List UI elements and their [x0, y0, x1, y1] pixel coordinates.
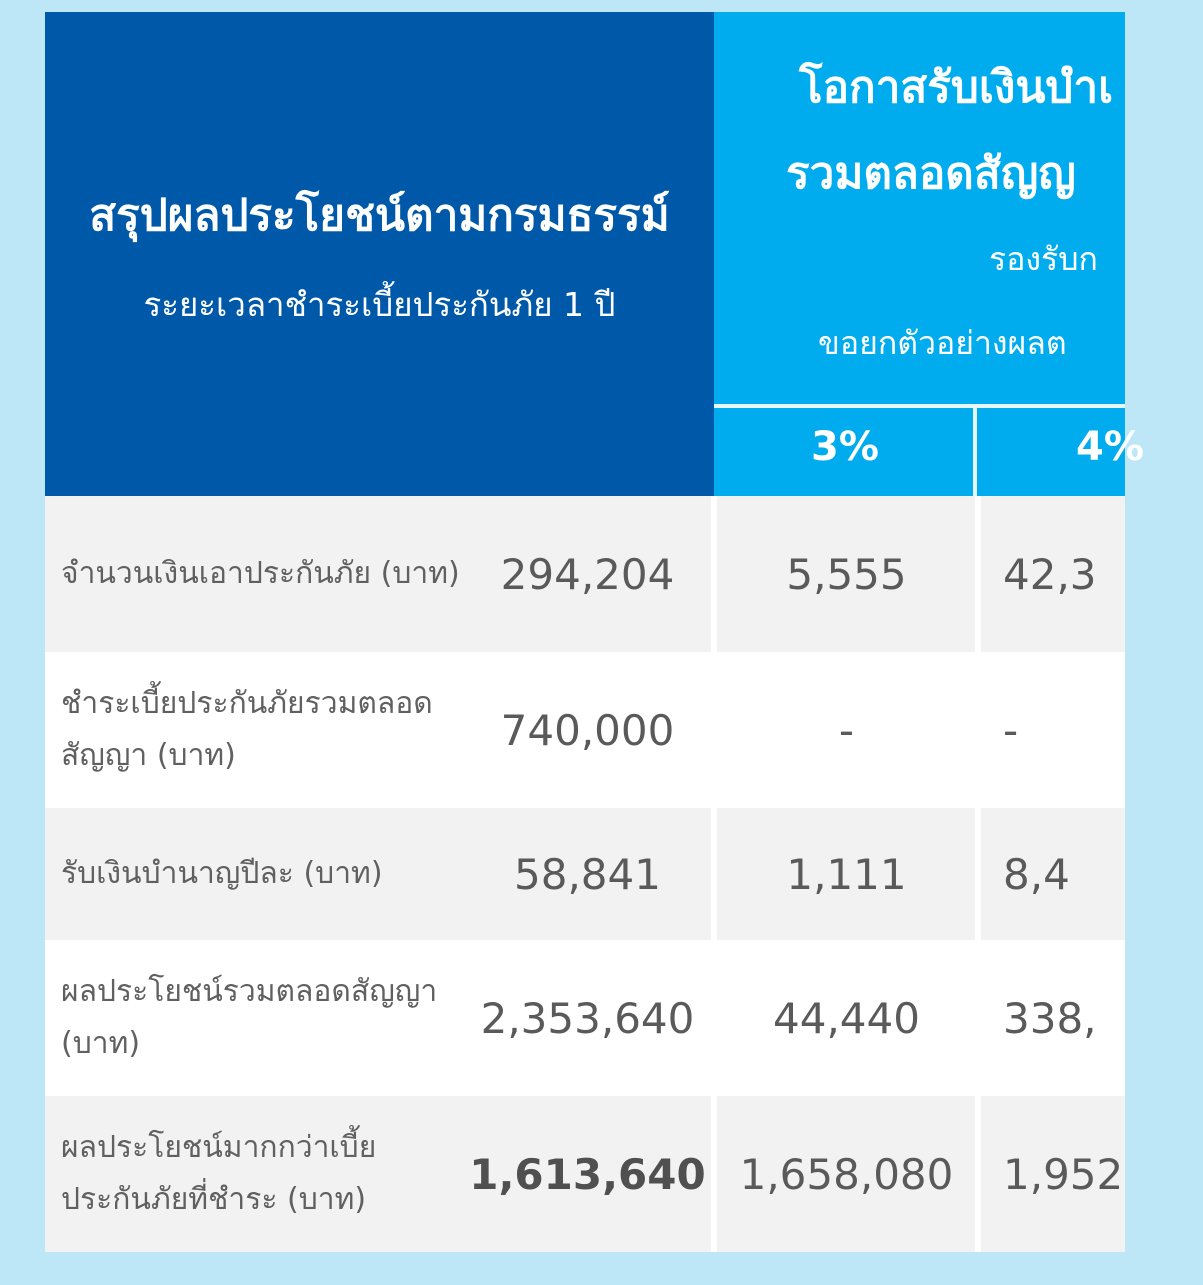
- summary-title: สรุปผลประโยชน์ตามกรมธรรม์: [89, 190, 670, 241]
- table-row: [45, 940, 1125, 1096]
- row-value: 294,204: [500, 549, 675, 599]
- annuity-title-line1: โอกาสรับเงินบำเ: [799, 62, 1114, 113]
- row-rate4-value: 8,4: [1003, 849, 1070, 899]
- row-rate4-value: 42,3: [1003, 549, 1097, 599]
- row-rate3-value: 1,658,080: [739, 1149, 954, 1199]
- row-rate3-value: 5,555: [786, 549, 907, 599]
- rate-3-header: 3%: [811, 424, 879, 470]
- row-label: ผลประโยชน์รวมตลอดสัญญา (บาท): [61, 974, 438, 1061]
- row-value: 2,353,640: [480, 993, 695, 1043]
- table-row: [45, 652, 1125, 808]
- column-divider: [711, 496, 717, 1252]
- table-row: [45, 496, 1125, 652]
- annuity-title-line2: รวมตลอดสัญญ: [786, 148, 1076, 199]
- benefit-summary-table: [45, 12, 1144, 1252]
- row-value: 1,613,640: [469, 1149, 706, 1199]
- row-rate3-value: 44,440: [773, 993, 920, 1043]
- table-row: [45, 1096, 1125, 1252]
- row-rate4-value: 1,952: [1003, 1149, 1124, 1199]
- column-divider: [975, 496, 981, 1252]
- row-value: 58,841: [514, 849, 661, 899]
- rate-column-divider: [973, 406, 977, 496]
- row-rate3-value: 1,111: [786, 849, 907, 899]
- row-value: 740,000: [500, 705, 675, 755]
- table-row: [45, 808, 1125, 940]
- row-label: จำนวนเงินเอาประกันภัย (บาท): [61, 556, 460, 591]
- annuity-note-line1: รองรับก: [989, 240, 1098, 278]
- row-label: ชำระเบี้ยประกันภัยรวมตลอดสัญญา (บาท): [61, 686, 433, 773]
- rate-4-header: 4%: [1076, 424, 1144, 470]
- row-rate3-value: -: [838, 705, 855, 755]
- annuity-note-line2: ขอยกตัวอย่างผลต: [818, 324, 1067, 362]
- row-rate4-value: -: [1003, 705, 1019, 755]
- row-label: ผลประโยชน์มากกว่าเบี้ยประกันภัยที่ชำระ (บาท): [61, 1130, 377, 1217]
- row-rate4-value: 338,: [1003, 993, 1097, 1043]
- annuity-header: [714, 12, 1144, 496]
- header-divider: [714, 404, 1125, 408]
- summary-header: [45, 12, 714, 496]
- row-label: รับเงินบำนาญปีละ (บาท): [61, 856, 383, 891]
- summary-subtitle: ระยะเวลาชำระเบี้ยประกันภัย 1 ปี: [143, 285, 616, 324]
